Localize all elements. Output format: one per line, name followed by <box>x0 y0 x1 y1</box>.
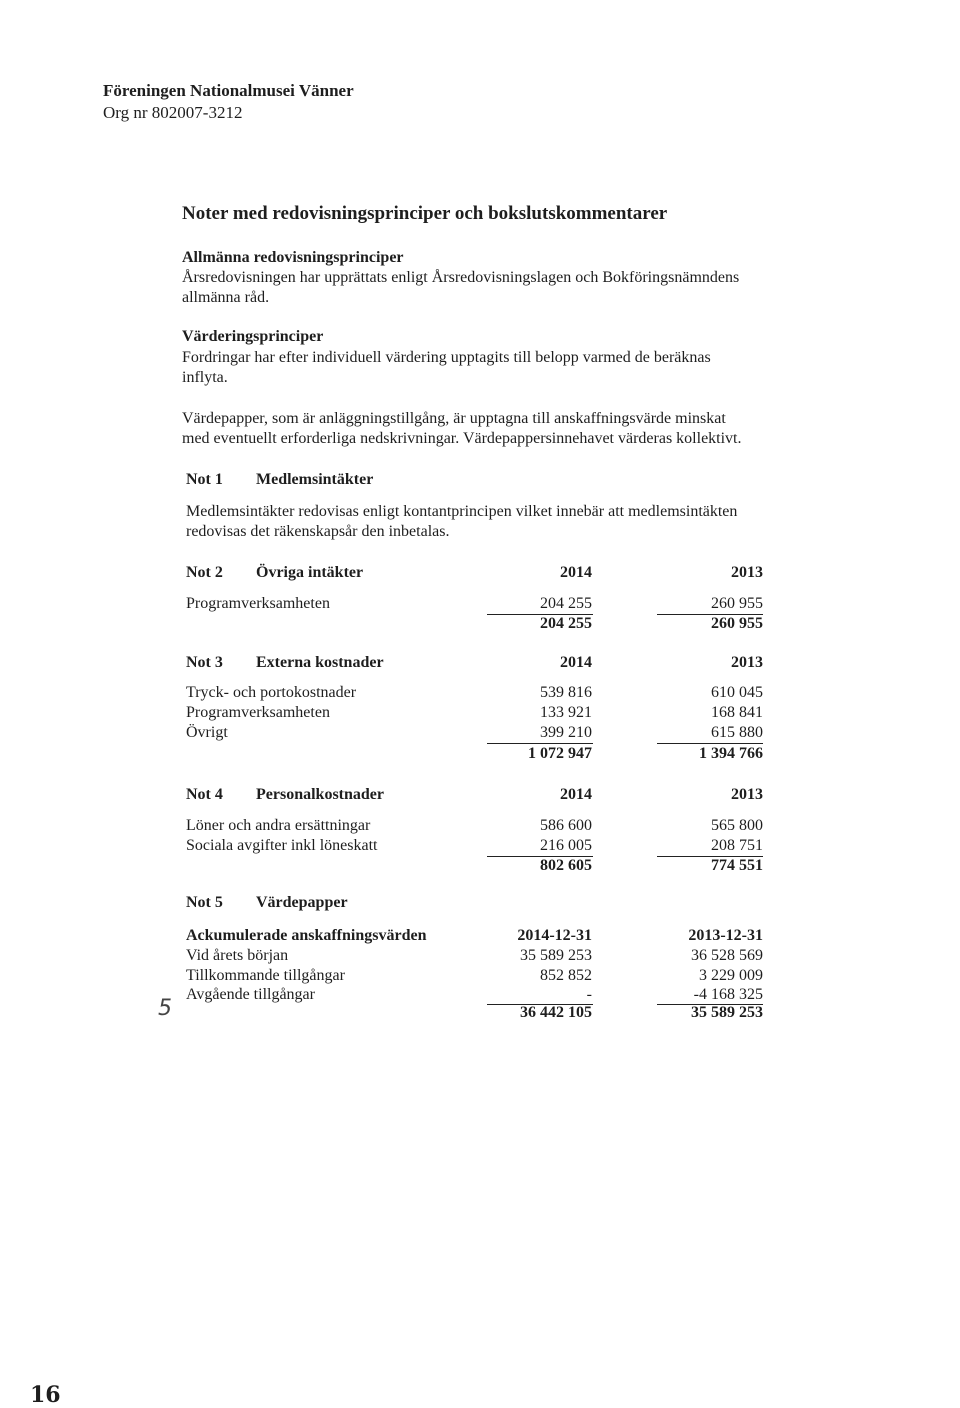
note-3-row-label: Övrigt <box>186 724 228 741</box>
note-2-total-2014: 204 255 <box>540 615 592 632</box>
note-5-title: Värdepapper <box>256 894 348 911</box>
note-3-row-value-2013: 610 045 <box>711 684 763 701</box>
note-1-text-line-2: redovisas det räkenskapsår den inbetalas. <box>186 523 450 540</box>
note-4-total-2013: 774 551 <box>711 857 763 874</box>
note-4-row-value-2013: 565 800 <box>711 817 763 834</box>
note-3-row-value-2014: 539 816 <box>540 684 592 701</box>
note-3-row-label: Tryck- och portokostnader <box>186 684 357 701</box>
note-5-label: Not 5 <box>186 894 223 911</box>
note-2-label: Not 2 <box>186 564 223 581</box>
note-4-row-label: Löner och andra ersättningar <box>186 817 371 834</box>
general-principles-heading: Allmänna redovisningsprinciper <box>182 249 404 266</box>
valuation-text-line-2: inflyta. <box>182 369 228 386</box>
note-5-total-2013: 35 589 253 <box>691 1004 763 1021</box>
note-1-text-line-1: Medlemsintäkter redovisas enligt kontantprincipen vilket innebär att medlemsintäkten <box>186 503 738 520</box>
note-2-col-2013: 2013 <box>731 564 763 581</box>
note-3-total-2014: 1 072 947 <box>528 745 592 762</box>
note-5-subheading: Ackumulerade anskaffningsvärden <box>186 927 427 944</box>
note-5-col-2013-12-31: 2013-12-31 <box>688 927 763 944</box>
note-5-row-value-2013: 3 229 009 <box>699 967 763 984</box>
note-2-row-value-2013: 260 955 <box>711 595 763 612</box>
note-2-total-2013: 260 955 <box>711 615 763 632</box>
page-title: Noter med redovisningsprinciper och bokslutskommentarer <box>182 203 668 224</box>
note-3-row-value-2013: 168 841 <box>711 704 763 721</box>
note-4-row-label: Sociala avgifter inkl löneskatt <box>186 837 378 854</box>
note-4-row-value-2014: 586 600 <box>540 817 592 834</box>
note-5-total-2014: 36 442 105 <box>520 1004 592 1021</box>
note-3-sum-rule-2014 <box>487 743 593 744</box>
handwritten-mark: 5 <box>158 996 172 1021</box>
note-3-sum-rule-2013 <box>657 743 763 744</box>
note-4-row-value-2013: 208 751 <box>711 837 763 854</box>
note-1-label: Not 1 <box>186 471 223 488</box>
general-principles-text-line-2: allmänna råd. <box>182 289 270 306</box>
note-5-row-label: Tillkommande tillgångar <box>186 967 345 984</box>
page-number: 16 <box>30 1382 61 1408</box>
note-3-row-label: Programverksamheten <box>186 704 330 721</box>
note-5-row-label: Avgående tillgångar <box>186 986 315 1003</box>
note-2-col-2014: 2014 <box>560 564 592 581</box>
note-4-title: Personalkostnader <box>256 786 384 803</box>
securities-text-line-2: med eventuellt erforderliga nedskrivningar. Värdepappersinnehavet värderas kollektivt. <box>182 430 742 447</box>
note-5-row-value-2013: 36 528 569 <box>691 947 763 964</box>
note-2-title: Övriga intäkter <box>256 564 364 581</box>
note-5-row-label: Vid årets början <box>186 947 289 964</box>
organization-number: Org nr 802007-3212 <box>103 103 243 122</box>
note-2-row-value-2014: 204 255 <box>540 595 592 612</box>
note-3-col-2014: 2014 <box>560 654 592 671</box>
securities-text-line-1: Värdepapper, som är anläggningstillgång, är upptagna till anskaffningsvärde minskat <box>182 410 726 427</box>
note-4-row-value-2014: 216 005 <box>540 837 592 854</box>
organization-name: Föreningen Nationalmusei Vänner <box>103 81 354 100</box>
note-5-row-value-2013: -4 168 325 <box>693 986 763 1003</box>
note-4-col-2014: 2014 <box>560 786 592 803</box>
note-3-col-2013: 2013 <box>731 654 763 671</box>
note-5-row-value-2014: 852 852 <box>540 967 592 984</box>
note-4-label: Not 4 <box>186 786 223 803</box>
note-3-row-value-2013: 615 880 <box>711 724 763 741</box>
note-5-row-value-2014: - <box>586 986 592 1003</box>
note-3-row-value-2014: 133 921 <box>540 704 592 721</box>
note-3-label: Not 3 <box>186 654 223 671</box>
valuation-text-line-1: Fordringar har efter individuell värdering upptagits till belopp varmed de beräknas <box>182 349 711 366</box>
note-1-title: Medlemsintäkter <box>256 471 374 488</box>
note-4-col-2013: 2013 <box>731 786 763 803</box>
note-5-row-value-2014: 35 589 253 <box>520 947 592 964</box>
note-3-row-value-2014: 399 210 <box>540 724 592 741</box>
valuation-principles-heading: Värderingsprinciper <box>182 328 324 345</box>
note-5-col-2014-12-31: 2014-12-31 <box>517 927 592 944</box>
general-principles-text-line-1: Årsredovisningen har upprättats enligt Årsredovisningslagen och Bokföringsnämndens <box>182 269 740 286</box>
note-3-total-2013: 1 394 766 <box>699 745 763 762</box>
note-4-total-2014: 802 605 <box>540 857 592 874</box>
note-3-title: Externa kostnader <box>256 654 384 671</box>
note-2-row-label: Programverksamheten <box>186 595 330 612</box>
